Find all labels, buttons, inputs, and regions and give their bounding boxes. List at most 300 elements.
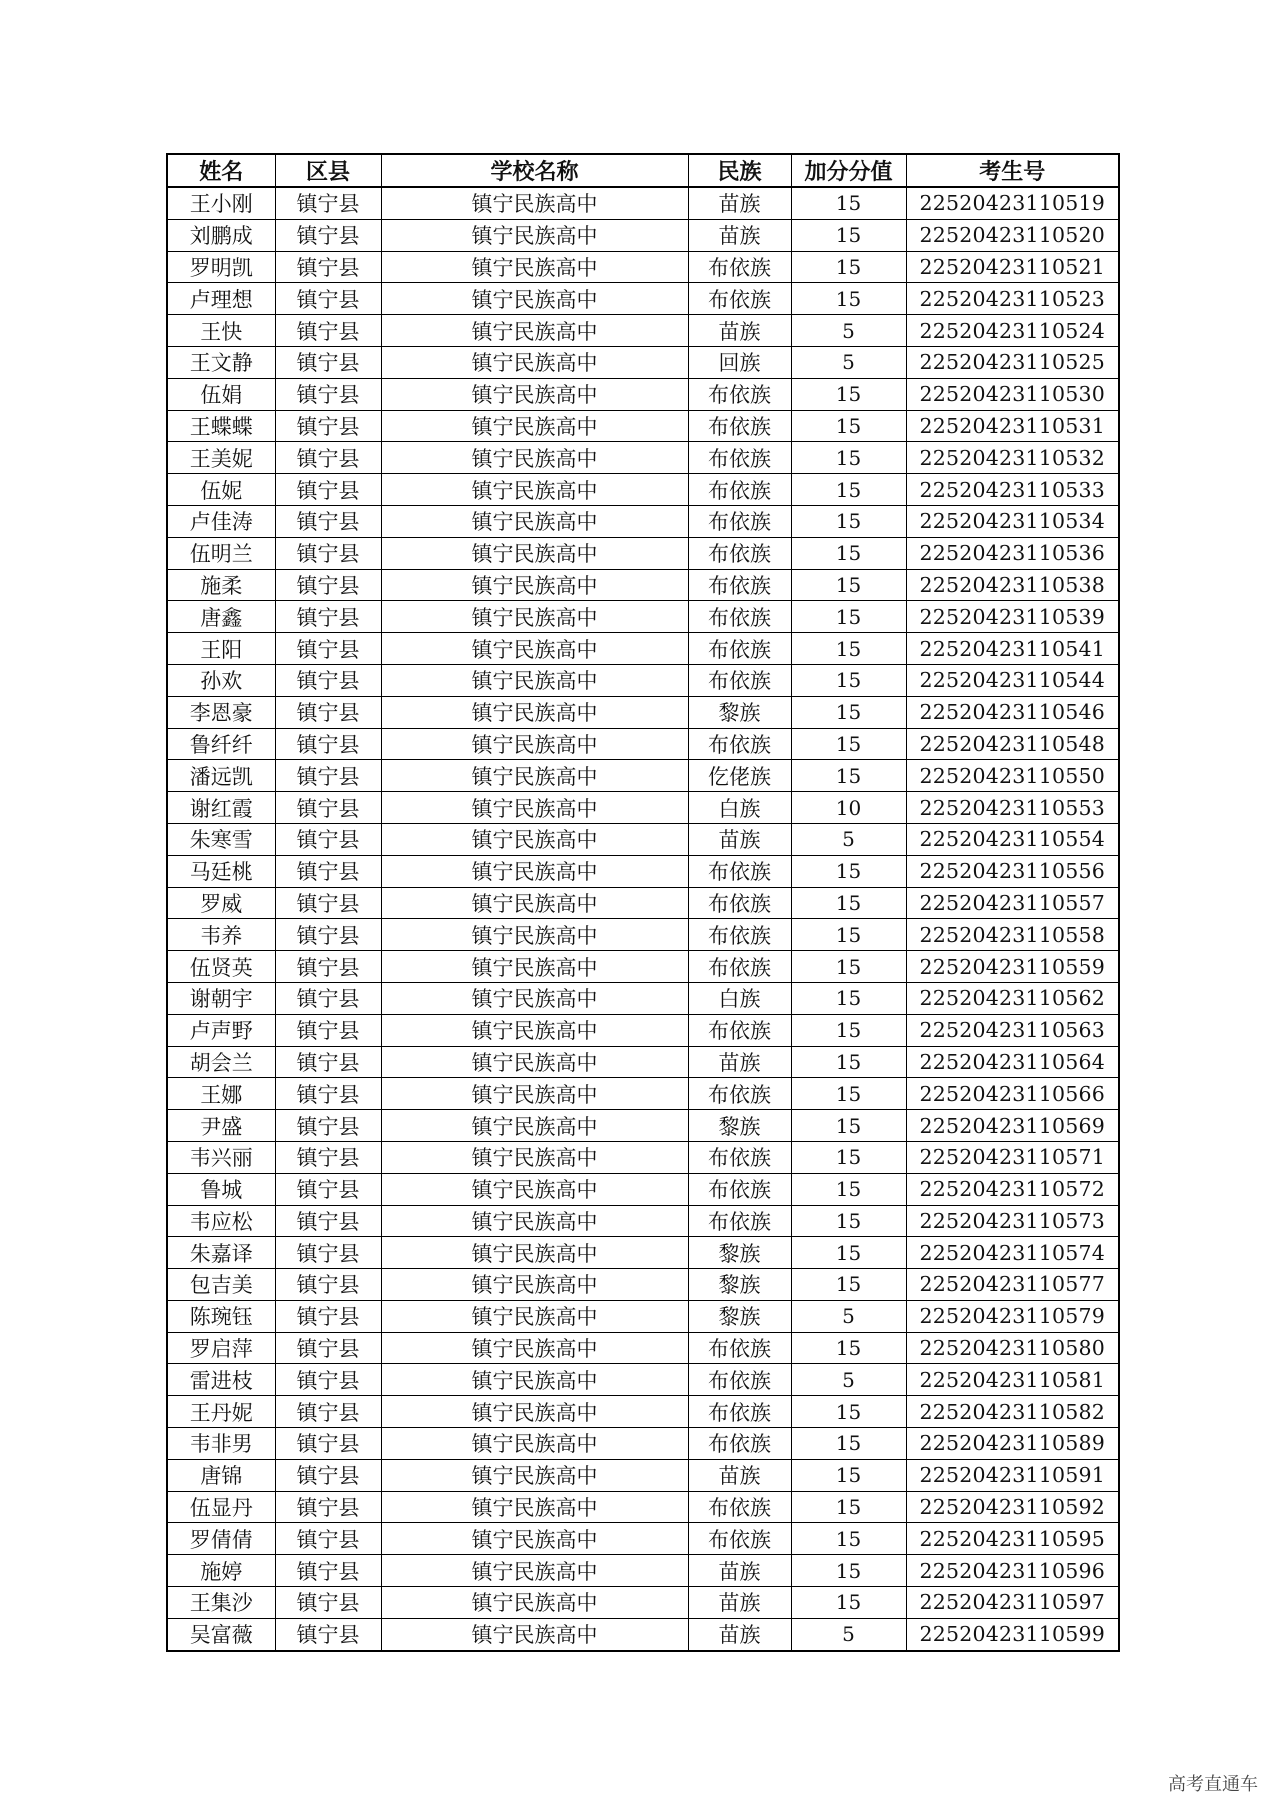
ethnicity-cell: 布依族 bbox=[688, 1523, 791, 1555]
ethnicity-cell: 黎族 bbox=[688, 696, 791, 728]
bonus-points-cell: 10 bbox=[791, 792, 906, 824]
county-cell: 镇宁县 bbox=[275, 919, 381, 951]
county-cell: 镇宁县 bbox=[275, 633, 381, 665]
candidate-id-cell: 22520423110524 bbox=[906, 315, 1119, 347]
school-name-cell: 镇宁民族高中 bbox=[381, 1428, 688, 1460]
student-name-cell: 王阳 bbox=[167, 633, 275, 665]
table-row bbox=[167, 696, 1119, 728]
school-name-cell: 镇宁民族高中 bbox=[381, 601, 688, 633]
candidate-id-cell: 22520423110582 bbox=[906, 1396, 1119, 1428]
county-cell: 镇宁县 bbox=[275, 1428, 381, 1460]
bonus-points-cell: 15 bbox=[791, 505, 906, 537]
school-name-cell: 镇宁民族高中 bbox=[381, 1014, 688, 1046]
county-cell: 镇宁县 bbox=[275, 1587, 381, 1619]
table-row bbox=[167, 569, 1119, 601]
student-name-cell: 朱嘉译 bbox=[167, 1237, 275, 1269]
bonus-points-cell: 15 bbox=[791, 1046, 906, 1078]
table-row bbox=[167, 1618, 1119, 1650]
bonus-points-cell: 15 bbox=[791, 760, 906, 792]
student-name-cell: 刘鹏成 bbox=[167, 219, 275, 251]
bonus-points-cell: 15 bbox=[791, 887, 906, 919]
table-header bbox=[167, 154, 1119, 187]
county-cell: 镇宁县 bbox=[275, 410, 381, 442]
school-name-cell: 镇宁民族高中 bbox=[381, 378, 688, 410]
candidate-id-cell: 22520423110544 bbox=[906, 664, 1119, 696]
candidate-id-cell: 22520423110533 bbox=[906, 474, 1119, 506]
bonus-points-cell: 5 bbox=[791, 1300, 906, 1332]
school-name-cell: 镇宁民族高中 bbox=[381, 1237, 688, 1269]
school-name-cell: 镇宁民族高中 bbox=[381, 1300, 688, 1332]
table-row bbox=[167, 1205, 1119, 1237]
bonus-points-cell: 15 bbox=[791, 1110, 906, 1142]
candidate-id-cell: 22520423110595 bbox=[906, 1523, 1119, 1555]
school-name-cell: 镇宁民族高中 bbox=[381, 1046, 688, 1078]
bonus-points-cell: 15 bbox=[791, 187, 906, 219]
candidate-id-cell: 22520423110530 bbox=[906, 378, 1119, 410]
student-name-cell: 施柔 bbox=[167, 569, 275, 601]
bonus-points-cell: 5 bbox=[791, 346, 906, 378]
bonus-points-cell: 15 bbox=[791, 442, 906, 474]
bonus-points-cell: 15 bbox=[791, 1141, 906, 1173]
table-row bbox=[167, 315, 1119, 347]
ethnicity-cell: 布依族 bbox=[688, 601, 791, 633]
candidate-id-cell: 22520423110523 bbox=[906, 283, 1119, 315]
county-cell: 镇宁县 bbox=[275, 982, 381, 1014]
table-row bbox=[167, 410, 1119, 442]
ethnicity-cell: 布依族 bbox=[688, 283, 791, 315]
bonus-points-cell: 15 bbox=[791, 283, 906, 315]
table-row bbox=[167, 251, 1119, 283]
school-name-cell: 镇宁民族高中 bbox=[381, 982, 688, 1014]
school-name-cell: 镇宁民族高中 bbox=[381, 728, 688, 760]
table-row bbox=[167, 442, 1119, 474]
candidate-id-cell: 22520423110596 bbox=[906, 1555, 1119, 1587]
header-bonus-points: 加分分值 bbox=[791, 154, 906, 187]
student-name-cell: 韦养 bbox=[167, 919, 275, 951]
candidate-id-cell: 22520423110558 bbox=[906, 919, 1119, 951]
county-cell: 镇宁县 bbox=[275, 855, 381, 887]
candidate-id-cell: 22520423110536 bbox=[906, 537, 1119, 569]
table-row bbox=[167, 823, 1119, 855]
ethnicity-cell: 苗族 bbox=[688, 1555, 791, 1587]
school-name-cell: 镇宁民族高中 bbox=[381, 346, 688, 378]
student-name-cell: 卢理想 bbox=[167, 283, 275, 315]
bonus-points-cell: 15 bbox=[791, 1459, 906, 1491]
candidate-id-cell: 22520423110532 bbox=[906, 442, 1119, 474]
ethnicity-cell: 布依族 bbox=[688, 537, 791, 569]
school-name-cell: 镇宁民族高中 bbox=[381, 951, 688, 983]
county-cell: 镇宁县 bbox=[275, 505, 381, 537]
school-name-cell: 镇宁民族高中 bbox=[381, 664, 688, 696]
county-cell: 镇宁县 bbox=[275, 1364, 381, 1396]
ethnicity-cell: 布依族 bbox=[688, 1205, 791, 1237]
table-row bbox=[167, 951, 1119, 983]
header-candidate-id: 考生号 bbox=[906, 154, 1119, 187]
bonus-points-cell: 15 bbox=[791, 1014, 906, 1046]
candidate-id-cell: 22520423110574 bbox=[906, 1237, 1119, 1269]
candidate-id-cell: 22520423110579 bbox=[906, 1300, 1119, 1332]
county-cell: 镇宁县 bbox=[275, 823, 381, 855]
ethnicity-cell: 布依族 bbox=[688, 887, 791, 919]
student-name-cell: 鲁城 bbox=[167, 1173, 275, 1205]
county-cell: 镇宁县 bbox=[275, 1300, 381, 1332]
bonus-points-cell: 5 bbox=[791, 1618, 906, 1650]
bonus-points-cell: 15 bbox=[791, 919, 906, 951]
student-name-cell: 谢朝宇 bbox=[167, 982, 275, 1014]
student-name-cell: 马廷桃 bbox=[167, 855, 275, 887]
county-cell: 镇宁县 bbox=[275, 474, 381, 506]
student-name-cell: 伍显丹 bbox=[167, 1491, 275, 1523]
bonus-points-cell: 15 bbox=[791, 855, 906, 887]
student-name-cell: 王娜 bbox=[167, 1078, 275, 1110]
candidate-id-cell: 22520423110557 bbox=[906, 887, 1119, 919]
school-name-cell: 镇宁民族高中 bbox=[381, 1618, 688, 1650]
candidate-id-cell: 22520423110592 bbox=[906, 1491, 1119, 1523]
bonus-points-cell: 5 bbox=[791, 315, 906, 347]
county-cell: 镇宁县 bbox=[275, 1205, 381, 1237]
school-name-cell: 镇宁民族高中 bbox=[381, 1523, 688, 1555]
table-row bbox=[167, 219, 1119, 251]
school-name-cell: 镇宁民族高中 bbox=[381, 633, 688, 665]
candidate-id-cell: 22520423110553 bbox=[906, 792, 1119, 824]
bonus-points-cell: 15 bbox=[791, 537, 906, 569]
candidate-id-cell: 22520423110534 bbox=[906, 505, 1119, 537]
table-row bbox=[167, 601, 1119, 633]
ethnicity-cell: 苗族 bbox=[688, 219, 791, 251]
candidate-id-cell: 22520423110589 bbox=[906, 1428, 1119, 1460]
ethnicity-cell: 回族 bbox=[688, 346, 791, 378]
bonus-points-cell: 15 bbox=[791, 1523, 906, 1555]
ethnicity-cell: 仡佬族 bbox=[688, 760, 791, 792]
candidate-id-cell: 22520423110539 bbox=[906, 601, 1119, 633]
ethnicity-cell: 布依族 bbox=[688, 1332, 791, 1364]
candidate-id-cell: 22520423110519 bbox=[906, 187, 1119, 219]
bonus-points-cell: 15 bbox=[791, 251, 906, 283]
county-cell: 镇宁县 bbox=[275, 760, 381, 792]
bonus-points-cell: 15 bbox=[791, 982, 906, 1014]
candidate-id-cell: 22520423110550 bbox=[906, 760, 1119, 792]
table-row bbox=[167, 919, 1119, 951]
table-row bbox=[167, 1587, 1119, 1619]
school-name-cell: 镇宁民族高中 bbox=[381, 1332, 688, 1364]
table-row bbox=[167, 1555, 1119, 1587]
bonus-points-cell: 15 bbox=[791, 474, 906, 506]
school-name-cell: 镇宁民族高中 bbox=[381, 792, 688, 824]
candidate-id-cell: 22520423110577 bbox=[906, 1269, 1119, 1301]
bonus-points-cell: 15 bbox=[791, 1491, 906, 1523]
school-name-cell: 镇宁民族高中 bbox=[381, 1078, 688, 1110]
table-row bbox=[167, 1396, 1119, 1428]
student-name-cell: 吴富薇 bbox=[167, 1618, 275, 1650]
header-school: 学校名称 bbox=[381, 154, 688, 187]
school-name-cell: 镇宁民族高中 bbox=[381, 1205, 688, 1237]
student-name-cell: 韦应松 bbox=[167, 1205, 275, 1237]
bonus-points-cell: 15 bbox=[791, 633, 906, 665]
county-cell: 镇宁县 bbox=[275, 346, 381, 378]
county-cell: 镇宁县 bbox=[275, 792, 381, 824]
candidate-id-cell: 22520423110562 bbox=[906, 982, 1119, 1014]
student-name-cell: 唐锦 bbox=[167, 1459, 275, 1491]
table-row bbox=[167, 1491, 1119, 1523]
school-name-cell: 镇宁民族高中 bbox=[381, 760, 688, 792]
school-name-cell: 镇宁民族高中 bbox=[381, 1269, 688, 1301]
bonus-points-cell: 15 bbox=[791, 1078, 906, 1110]
ethnicity-cell: 黎族 bbox=[688, 1110, 791, 1142]
bonus-points-cell: 15 bbox=[791, 1173, 906, 1205]
candidate-id-cell: 22520423110563 bbox=[906, 1014, 1119, 1046]
ethnicity-cell: 苗族 bbox=[688, 315, 791, 347]
table-row bbox=[167, 1300, 1119, 1332]
ethnicity-cell: 布依族 bbox=[688, 1014, 791, 1046]
ethnicity-cell: 苗族 bbox=[688, 1618, 791, 1650]
bonus-points-cell: 15 bbox=[791, 1396, 906, 1428]
school-name-cell: 镇宁民族高中 bbox=[381, 410, 688, 442]
school-name-cell: 镇宁民族高中 bbox=[381, 283, 688, 315]
bonus-points-cell: 15 bbox=[791, 1237, 906, 1269]
bonus-points-cell: 15 bbox=[791, 410, 906, 442]
school-name-cell: 镇宁民族高中 bbox=[381, 1141, 688, 1173]
school-name-cell: 镇宁民族高中 bbox=[381, 474, 688, 506]
school-name-cell: 镇宁民族高中 bbox=[381, 442, 688, 474]
school-name-cell: 镇宁民族高中 bbox=[381, 823, 688, 855]
school-name-cell: 镇宁民族高中 bbox=[381, 1459, 688, 1491]
candidate-id-cell: 22520423110580 bbox=[906, 1332, 1119, 1364]
county-cell: 镇宁县 bbox=[275, 696, 381, 728]
student-name-cell: 伍明兰 bbox=[167, 537, 275, 569]
student-name-cell: 王丹妮 bbox=[167, 1396, 275, 1428]
county-cell: 镇宁县 bbox=[275, 378, 381, 410]
student-name-cell: 包吉美 bbox=[167, 1269, 275, 1301]
bonus-points-cell: 15 bbox=[791, 696, 906, 728]
table-row bbox=[167, 505, 1119, 537]
county-cell: 镇宁县 bbox=[275, 219, 381, 251]
student-name-cell: 伍娟 bbox=[167, 378, 275, 410]
bonus-points-cell: 15 bbox=[791, 1269, 906, 1301]
school-name-cell: 镇宁民族高中 bbox=[381, 696, 688, 728]
ethnicity-cell: 黎族 bbox=[688, 1300, 791, 1332]
ethnicity-cell: 苗族 bbox=[688, 823, 791, 855]
table-row bbox=[167, 982, 1119, 1014]
school-name-cell: 镇宁民族高中 bbox=[381, 251, 688, 283]
candidate-id-cell: 22520423110572 bbox=[906, 1173, 1119, 1205]
roster-table bbox=[166, 153, 1120, 1652]
county-cell: 镇宁县 bbox=[275, 1173, 381, 1205]
ethnicity-cell: 布依族 bbox=[688, 1491, 791, 1523]
bonus-points-cell: 15 bbox=[791, 664, 906, 696]
candidate-id-cell: 22520423110556 bbox=[906, 855, 1119, 887]
school-name-cell: 镇宁民族高中 bbox=[381, 1587, 688, 1619]
ethnicity-cell: 布依族 bbox=[688, 1173, 791, 1205]
student-name-cell: 孙欢 bbox=[167, 664, 275, 696]
student-name-cell: 雷进枝 bbox=[167, 1364, 275, 1396]
ethnicity-cell: 布依族 bbox=[688, 728, 791, 760]
student-name-cell: 尹盛 bbox=[167, 1110, 275, 1142]
bonus-points-cell: 15 bbox=[791, 1205, 906, 1237]
table-row bbox=[167, 1459, 1119, 1491]
candidate-id-cell: 22520423110573 bbox=[906, 1205, 1119, 1237]
bonus-points-cell: 15 bbox=[791, 728, 906, 760]
table-row bbox=[167, 760, 1119, 792]
school-name-cell: 镇宁民族高中 bbox=[381, 1555, 688, 1587]
bonus-points-cell: 15 bbox=[791, 1587, 906, 1619]
watermark: 高考直通车 bbox=[1168, 1774, 1258, 1795]
candidate-id-cell: 22520423110559 bbox=[906, 951, 1119, 983]
county-cell: 镇宁县 bbox=[275, 251, 381, 283]
bonus-points-cell: 5 bbox=[791, 823, 906, 855]
candidate-id-cell: 22520423110538 bbox=[906, 569, 1119, 601]
student-name-cell: 罗启萍 bbox=[167, 1332, 275, 1364]
student-name-cell: 罗明凯 bbox=[167, 251, 275, 283]
candidate-id-cell: 22520423110581 bbox=[906, 1364, 1119, 1396]
ethnicity-cell: 布依族 bbox=[688, 1364, 791, 1396]
county-cell: 镇宁县 bbox=[275, 1332, 381, 1364]
county-cell: 镇宁县 bbox=[275, 951, 381, 983]
candidate-id-cell: 22520423110566 bbox=[906, 1078, 1119, 1110]
county-cell: 镇宁县 bbox=[275, 1618, 381, 1650]
student-name-cell: 罗威 bbox=[167, 887, 275, 919]
candidate-id-cell: 22520423110554 bbox=[906, 823, 1119, 855]
table-row bbox=[167, 1523, 1119, 1555]
table-row bbox=[167, 1237, 1119, 1269]
student-name-cell: 伍妮 bbox=[167, 474, 275, 506]
ethnicity-cell: 布依族 bbox=[688, 1078, 791, 1110]
table-row bbox=[167, 1364, 1119, 1396]
county-cell: 镇宁县 bbox=[275, 1141, 381, 1173]
table-row bbox=[167, 1428, 1119, 1460]
school-name-cell: 镇宁民族高中 bbox=[381, 887, 688, 919]
student-name-cell: 朱寒雪 bbox=[167, 823, 275, 855]
bonus-points-cell: 15 bbox=[791, 569, 906, 601]
school-name-cell: 镇宁民族高中 bbox=[381, 187, 688, 219]
student-name-cell: 鲁纤纤 bbox=[167, 728, 275, 760]
bonus-points-cell: 15 bbox=[791, 1428, 906, 1460]
table-row bbox=[167, 1332, 1119, 1364]
county-cell: 镇宁县 bbox=[275, 1046, 381, 1078]
bonus-points-cell: 15 bbox=[791, 601, 906, 633]
ethnicity-cell: 布依族 bbox=[688, 474, 791, 506]
candidate-id-cell: 22520423110571 bbox=[906, 1141, 1119, 1173]
student-name-cell: 王文静 bbox=[167, 346, 275, 378]
county-cell: 镇宁县 bbox=[275, 442, 381, 474]
school-name-cell: 镇宁民族高中 bbox=[381, 219, 688, 251]
ethnicity-cell: 苗族 bbox=[688, 1587, 791, 1619]
ethnicity-cell: 布依族 bbox=[688, 505, 791, 537]
header-county: 区县 bbox=[275, 154, 381, 187]
table-row bbox=[167, 887, 1119, 919]
county-cell: 镇宁县 bbox=[275, 1014, 381, 1046]
ethnicity-cell: 布依族 bbox=[688, 378, 791, 410]
ethnicity-cell: 苗族 bbox=[688, 1459, 791, 1491]
ethnicity-cell: 布依族 bbox=[688, 442, 791, 474]
school-name-cell: 镇宁民族高中 bbox=[381, 1173, 688, 1205]
table-row bbox=[167, 1046, 1119, 1078]
ethnicity-cell: 布依族 bbox=[688, 1396, 791, 1428]
school-name-cell: 镇宁民族高中 bbox=[381, 1110, 688, 1142]
ethnicity-cell: 黎族 bbox=[688, 1237, 791, 1269]
table-row bbox=[167, 1014, 1119, 1046]
student-name-cell: 王蝶蝶 bbox=[167, 410, 275, 442]
student-name-cell: 潘远凯 bbox=[167, 760, 275, 792]
student-name-cell: 胡会兰 bbox=[167, 1046, 275, 1078]
candidate-id-cell: 22520423110521 bbox=[906, 251, 1119, 283]
bonus-points-cell: 15 bbox=[791, 951, 906, 983]
student-name-cell: 王集沙 bbox=[167, 1587, 275, 1619]
candidate-id-cell: 22520423110564 bbox=[906, 1046, 1119, 1078]
county-cell: 镇宁县 bbox=[275, 1269, 381, 1301]
ethnicity-cell: 苗族 bbox=[688, 187, 791, 219]
table-row bbox=[167, 283, 1119, 315]
county-cell: 镇宁县 bbox=[275, 1237, 381, 1269]
bonus-points-cell: 15 bbox=[791, 1332, 906, 1364]
header-row bbox=[167, 154, 1119, 187]
county-cell: 镇宁县 bbox=[275, 1491, 381, 1523]
ethnicity-cell: 布依族 bbox=[688, 855, 791, 887]
school-name-cell: 镇宁民族高中 bbox=[381, 919, 688, 951]
header-ethnicity: 民族 bbox=[688, 154, 791, 187]
school-name-cell: 镇宁民族高中 bbox=[381, 505, 688, 537]
table-row bbox=[167, 346, 1119, 378]
table-row bbox=[167, 378, 1119, 410]
ethnicity-cell: 白族 bbox=[688, 792, 791, 824]
student-name-cell: 陈琬钰 bbox=[167, 1300, 275, 1332]
county-cell: 镇宁县 bbox=[275, 315, 381, 347]
candidate-id-cell: 22520423110531 bbox=[906, 410, 1119, 442]
school-name-cell: 镇宁民族高中 bbox=[381, 855, 688, 887]
county-cell: 镇宁县 bbox=[275, 601, 381, 633]
county-cell: 镇宁县 bbox=[275, 887, 381, 919]
candidate-id-cell: 22520423110599 bbox=[906, 1618, 1119, 1650]
table-row bbox=[167, 728, 1119, 760]
county-cell: 镇宁县 bbox=[275, 1459, 381, 1491]
table-row bbox=[167, 664, 1119, 696]
student-name-cell: 谢红霞 bbox=[167, 792, 275, 824]
candidate-id-cell: 22520423110541 bbox=[906, 633, 1119, 665]
candidate-id-cell: 22520423110597 bbox=[906, 1587, 1119, 1619]
ethnicity-cell: 布依族 bbox=[688, 919, 791, 951]
ethnicity-cell: 布依族 bbox=[688, 1141, 791, 1173]
candidate-id-cell: 22520423110569 bbox=[906, 1110, 1119, 1142]
county-cell: 镇宁县 bbox=[275, 664, 381, 696]
county-cell: 镇宁县 bbox=[275, 537, 381, 569]
student-name-cell: 伍贤英 bbox=[167, 951, 275, 983]
table-body bbox=[167, 187, 1119, 1651]
county-cell: 镇宁县 bbox=[275, 1396, 381, 1428]
table-row bbox=[167, 537, 1119, 569]
candidate-id-cell: 22520423110591 bbox=[906, 1459, 1119, 1491]
student-name-cell: 施婷 bbox=[167, 1555, 275, 1587]
county-cell: 镇宁县 bbox=[275, 283, 381, 315]
ethnicity-cell: 布依族 bbox=[688, 633, 791, 665]
table-row bbox=[167, 855, 1119, 887]
school-name-cell: 镇宁民族高中 bbox=[381, 1364, 688, 1396]
table-row bbox=[167, 187, 1119, 219]
student-name-cell: 韦兴丽 bbox=[167, 1141, 275, 1173]
candidate-id-cell: 22520423110520 bbox=[906, 219, 1119, 251]
table-row bbox=[167, 1110, 1119, 1142]
table-row bbox=[167, 1269, 1119, 1301]
ethnicity-cell: 布依族 bbox=[688, 251, 791, 283]
student-name-cell: 王小刚 bbox=[167, 187, 275, 219]
ethnicity-cell: 黎族 bbox=[688, 1269, 791, 1301]
candidate-id-cell: 22520423110525 bbox=[906, 346, 1119, 378]
table-row bbox=[167, 1141, 1119, 1173]
table-row bbox=[167, 792, 1119, 824]
candidate-id-cell: 22520423110548 bbox=[906, 728, 1119, 760]
bonus-points-cell: 15 bbox=[791, 219, 906, 251]
county-cell: 镇宁县 bbox=[275, 187, 381, 219]
county-cell: 镇宁县 bbox=[275, 569, 381, 601]
student-name-cell: 王快 bbox=[167, 315, 275, 347]
